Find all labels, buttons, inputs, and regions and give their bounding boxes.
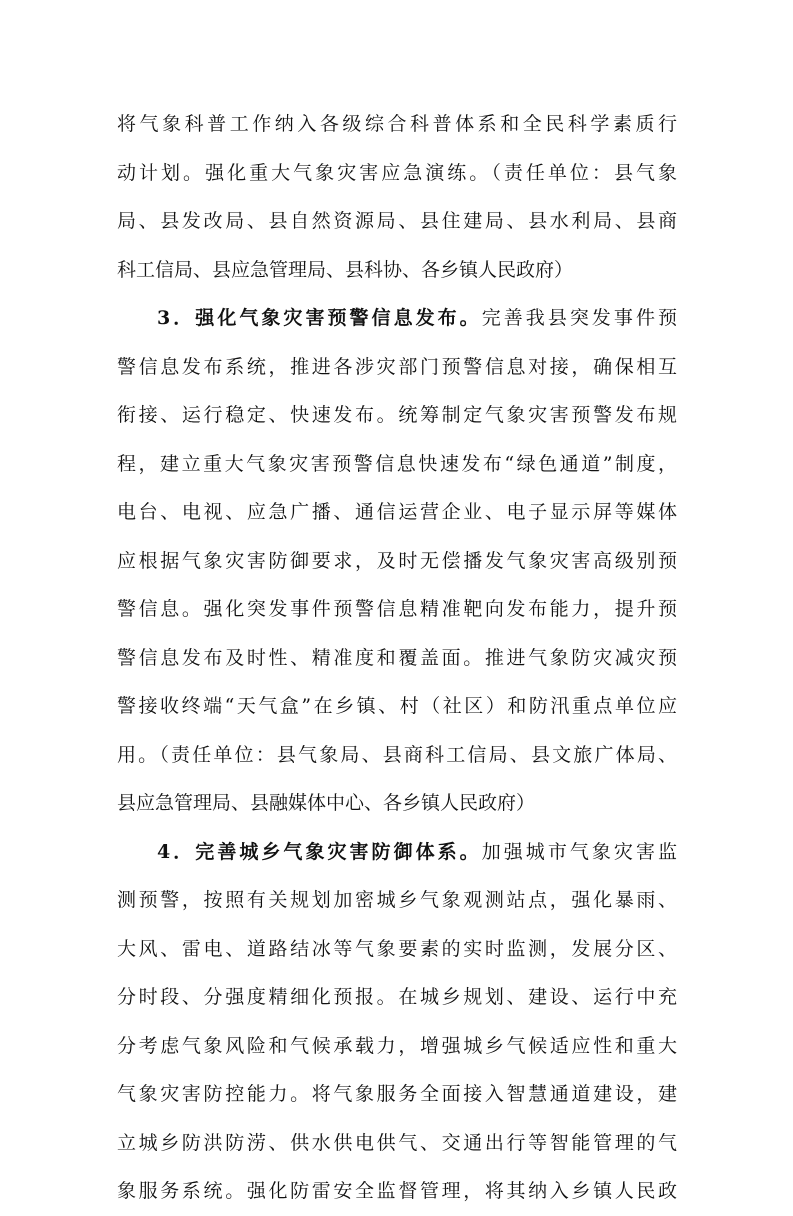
section-4-paragraph <box>117 828 677 1216</box>
text-line: 局、县发改局、县自然资源局、县住建局、县水利局、县商 <box>117 210 677 232</box>
text-line: 大风、雷电、道路结冰等气象要素的实时监测，发展分区、 <box>117 937 677 960</box>
text-line: 分时段、分强度精细化预报。在城乡规划、建设、运行中充 <box>117 986 677 1008</box>
section-4-first-line-text: 加强城市气象灾害监 <box>481 840 677 863</box>
section-4-heading: 4．完善城乡气象灾害防御体系。 <box>157 840 482 863</box>
text-line: 程，建立重大气象灾害预警信息快速发布“绿色通道”制度， <box>117 452 677 475</box>
text-line: 用。（责任单位：县气象局、县商科工信局、县文旅广体局、 <box>117 743 677 766</box>
text-line: 衔接、运行稳定、快速发布。统筹制定气象灾害预警发布规 <box>117 404 677 426</box>
text-line: 警信息发布系统，推进各涉灾部门预警信息对接，确保相互 <box>117 355 677 378</box>
section-3-first-line-text: 完善我县突发事件预 <box>481 307 677 329</box>
text-line: 气象灾害防控能力。将气象服务全面接入智慧通道建设，建 <box>117 1083 677 1105</box>
text-line: 测预警，按照有关规划加密城乡气象观测站点，强化暴雨、 <box>117 889 677 911</box>
section-3-paragraph <box>117 294 677 828</box>
text-line: 警信息。强化突发事件预警信息精准靶向发布能力，提升预 <box>117 598 677 620</box>
section-4-first-line <box>117 828 677 877</box>
text-line: 警信息发布及时性、精准度和覆盖面。推进气象防灾减灾预 <box>117 646 677 669</box>
document-page <box>117 100 677 1216</box>
section-3-first-line <box>117 294 677 343</box>
text-line: 应根据气象灾害防御要求，及时无偿播发气象灾害高级别预 <box>117 549 677 572</box>
text-line: 象服务系统。强化防雷安全监督管理，将其纳入乡镇人民政 <box>117 1180 677 1202</box>
text-line: 电台、电视、应急广播、通信运营企业、电子显示屏等媒体 <box>117 501 677 523</box>
text-line: 将气象科普工作纳入各级综合科普体系和全民科学素质行 <box>117 113 677 135</box>
text-line: 科工信局、县应急管理局、县科协、各乡镇人民政府） <box>117 258 574 281</box>
text-line: 立城乡防洪防涝、供水供电供气、交通出行等智能管理的气 <box>117 1131 677 1154</box>
text-line: 县应急管理局、县融媒体中心、各乡镇人民政府） <box>117 792 536 814</box>
text-line: 分考虑气象风险和气候承载力，增强城乡气候适应性和重大 <box>117 1034 677 1057</box>
section-3-heading: 3．强化气象灾害预警信息发布。 <box>157 307 482 329</box>
text-line: 警接收终端“天气盒”在乡镇、村（社区）和防汛重点单位应 <box>117 695 677 717</box>
paragraph-continued <box>117 100 677 294</box>
text-line: 动计划。强化重大气象灾害应急演练。（责任单位：县气象 <box>117 161 677 184</box>
